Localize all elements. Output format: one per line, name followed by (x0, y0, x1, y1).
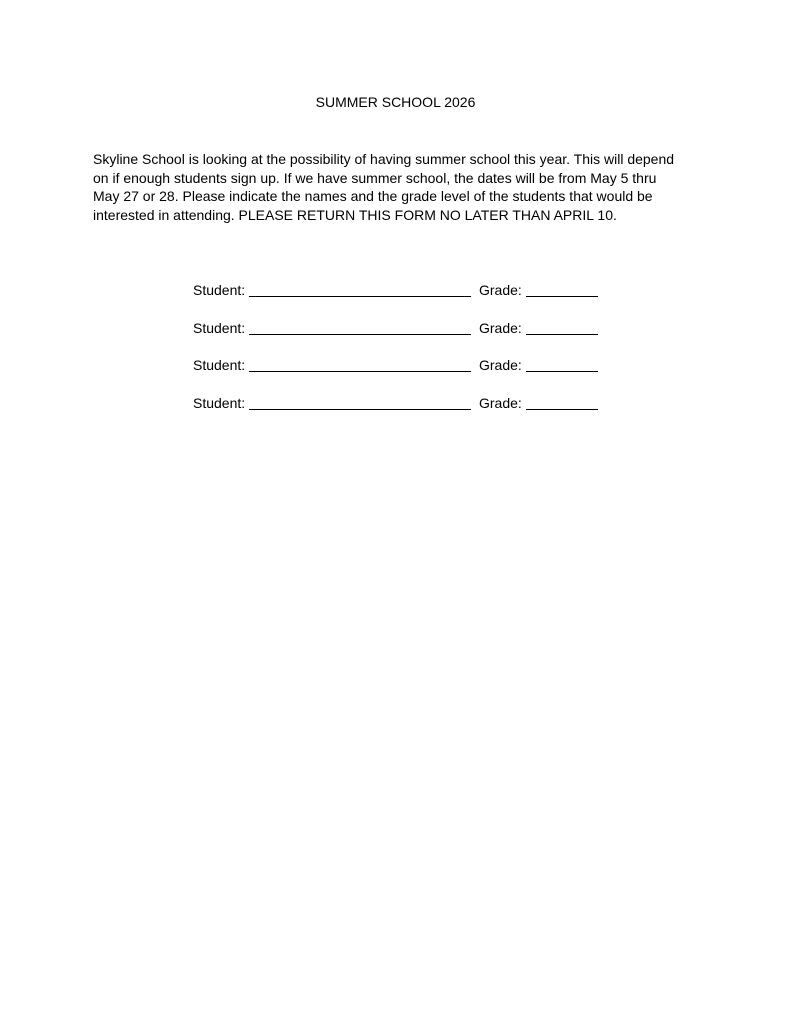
student-label: Student: (193, 357, 246, 374)
body-line: on if enough students sign up. If we have summer school, the dates will be from May 5 thru (93, 169, 657, 186)
form-row (193, 319, 613, 357)
student-name-blank[interactable] (249, 409, 471, 410)
grade-blank[interactable] (526, 409, 598, 410)
grade-label: Grade: (479, 319, 522, 336)
grade-label: Grade: (479, 395, 522, 412)
form-row (193, 356, 613, 394)
body-paragraph (93, 150, 703, 224)
body-line: May 27 or 28. Please indicate the names and the grade level of the students that would be (93, 188, 653, 204)
student-label: Student: (193, 282, 246, 298)
body-line: Skyline School is looking at the possibility of having summer school this year. This will depend (93, 151, 675, 167)
grade-blank[interactable] (526, 296, 598, 297)
grade-label: Grade: (479, 282, 522, 298)
student-name-blank[interactable] (249, 371, 471, 372)
form-row (193, 281, 613, 319)
grade-blank[interactable] (526, 371, 598, 372)
page-title: SUMMER SCHOOL 2026 (315, 94, 476, 110)
form-row (193, 394, 613, 432)
grade-blank[interactable] (526, 334, 598, 335)
body-line: interested in attending. PLEASE RETURN THIS FORM NO LATER THAN APRIL 10. (93, 206, 617, 223)
grade-label: Grade: (479, 357, 522, 374)
student-name-blank[interactable] (249, 296, 471, 297)
signup-form (193, 281, 613, 432)
student-label: Student: (193, 319, 246, 336)
student-name-blank[interactable] (249, 334, 471, 335)
student-label: Student: (193, 395, 246, 412)
